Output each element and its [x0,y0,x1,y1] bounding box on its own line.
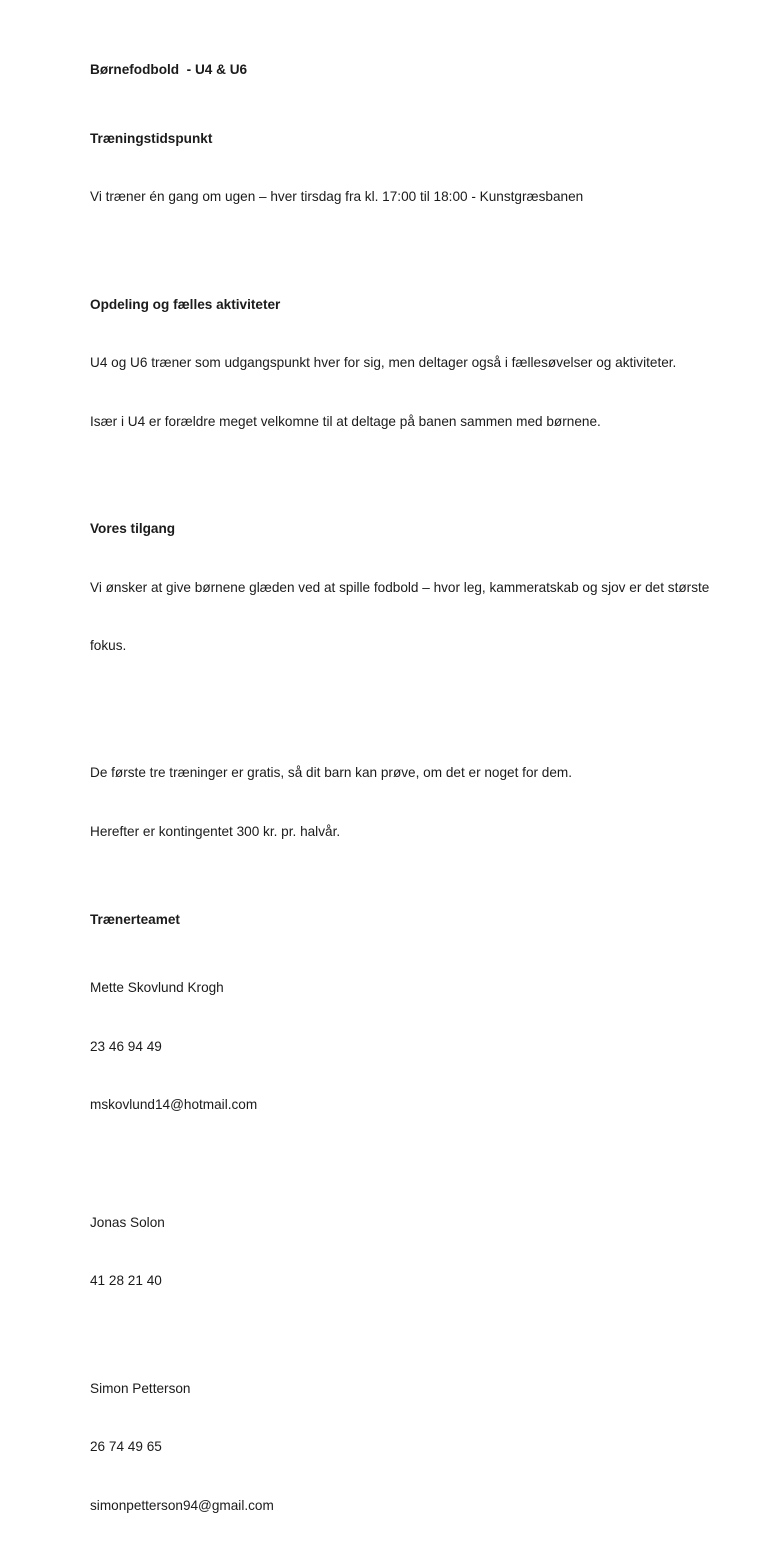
team-member-name: Mette Skovlund Krogh [90,980,224,995]
section-training-time [90,90,730,246]
team-member-card [90,1340,730,1555]
team-member-card [90,939,730,1154]
document-content [90,60,730,1564]
team-heading: Trænerteamet [90,911,180,927]
team-member-name: Simon Petterson [90,1380,191,1396]
team-member-card [90,1174,730,1330]
team-member-phone: 26 74 49 65 [90,1439,162,1454]
section-groups-activities [90,256,730,471]
section-text-line: fokus. [90,638,127,653]
team-member-email: mskovlund14@hotmail.com [90,1097,258,1112]
paragraph-spacer [90,705,730,725]
team-member-name: Jonas Solon [90,1214,165,1230]
pricing-paragraph [90,724,730,880]
team-member-phone: 41 28 21 40 [90,1273,162,1288]
section-text-line: Især i U4 er forældre meget velkomne til at deltage på banen sammen med børnene. [90,413,601,429]
section-text-line: U4 og U6 træner som udgangspunkt hver for sig, men deltager også i fællesøvelser og aktiviteter. [90,355,677,370]
team-member-email: simonpetterson94@gmail.com [90,1497,274,1513]
section-heading-approach: Vores tilgang [90,521,176,536]
document-title: Børnefodbold - U4 & U6 [90,62,248,77]
section-text-line: Vi træner én gang om ugen – hver tirsdag fra kl. 17:00 til 18:00 - Kunstgræsbanen [90,189,584,204]
pricing-line-trial: De første tre træninger er gratis, så dit barn kan prøve, om det er noget for dem. [90,765,573,780]
section-text-line: Vi ønsker at give børnene glæden ved at spille fodbold – hvor leg, kammeratskab og sjov er det største [90,579,710,595]
team-member-phone: 23 46 94 49 [90,1038,162,1054]
section-heading-groups-activities: Opdeling og fælles aktiviteter [90,296,281,312]
section-heading-training-time: Træningstidspunkt [90,130,213,146]
section-approach [90,480,730,695]
pricing-line-fee: Herefter er kontingentet 300 kr. pr. halvår. [90,823,341,839]
paragraph-spacer [90,890,730,910]
